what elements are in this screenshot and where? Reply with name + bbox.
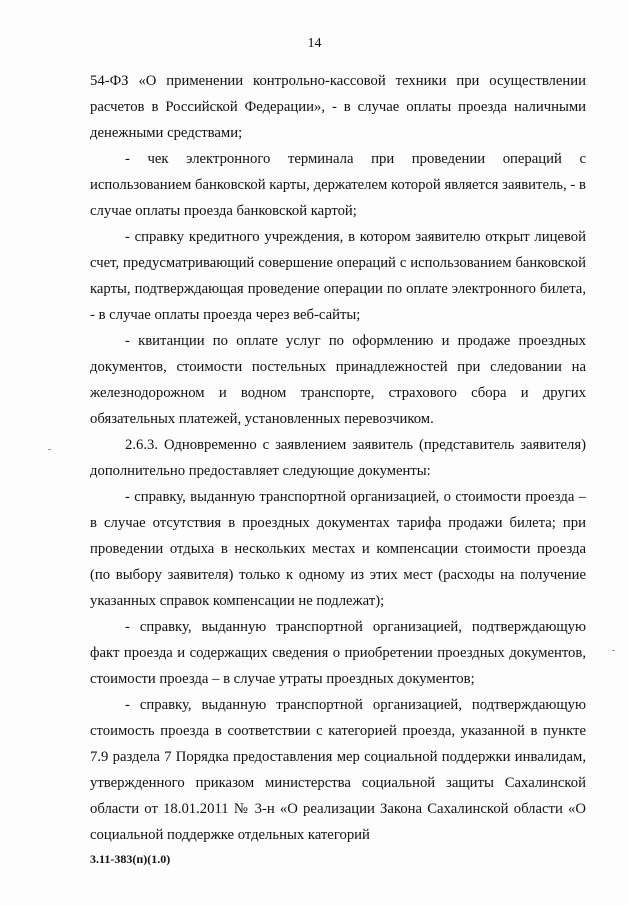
- scan-speck: [612, 650, 615, 651]
- scan-speck: [48, 449, 51, 450]
- document-code: 3.11-383(п)(1.0): [90, 852, 171, 866]
- document-body: [90, 68, 586, 848]
- page-number: 14: [307, 36, 322, 51]
- paragraph-continuation: 54-ФЗ «О применении контрольно-кассовой техники при осуществлении расчетов в Российской Федерации», - в случае оплаты проезда наличными денежными средствами;: [90, 73, 586, 141]
- paragraph-credit-institution: - справку кредитного учреждения, в котором заявителю открыт лицевой счет, предусматривающий совершение операций с использованием банковской карты, подтверждающая проведение операции по оплате электронного билета, - в случае оплаты проезда через веб-сайты;: [90, 229, 586, 323]
- paragraph-receipts: - квитанции по оплате услуг по оформлению и продаже проездных документов, стоимости постельных принадлежностей при следовании на железнодорожном и водном транспорте, страхового сбора и других обязательных платежей, установленных перевозчиком.: [90, 333, 586, 427]
- paragraph-transport-cost-certificate: - справку, выданную транспортной организацией, о стоимости проезда – в случае отсутствия в проездных документах тарифа продажи билета; при проведении отдыха в нескольких местах и компенсации стоимости проезда (по выбору заявителя) только к одному из этих мест (расходы на получение указанных справок компенсации не подлежат);: [90, 489, 586, 609]
- paragraph-lost-documents-certificate: - справку, выданную транспортной организацией, подтверждающую факт проезда и содержащих сведения о приобретении проездных документов, стоимости проезда – в случае утраты проездных документов;: [90, 619, 586, 687]
- paragraph-category-certificate: - справку, выданную транспортной организацией, подтверждающую стоимость проезда в соответствии с категорией проезда, указанной в пункте 7.9 раздела 7 Порядка предоставления мер социальной поддержки инвалидам, утвержденного приказом министерства социальной защиты Сахалинской области от 18.01.2011 № 3-н «О реализации Закона Сахалинской области «О социальной поддержке отдельных категорий: [90, 697, 586, 843]
- paragraph-section-2-6-3: 2.6.3. Одновременно с заявлением заявитель (представитель заявителя) дополнительно предоставляет следующие документы:: [90, 437, 586, 479]
- paragraph-terminal-receipt: - чек электронного терминала при проведении операций с использованием банковской карты, держателем которой является заявитель, - в случае оплаты проезда банковской картой;: [90, 151, 586, 219]
